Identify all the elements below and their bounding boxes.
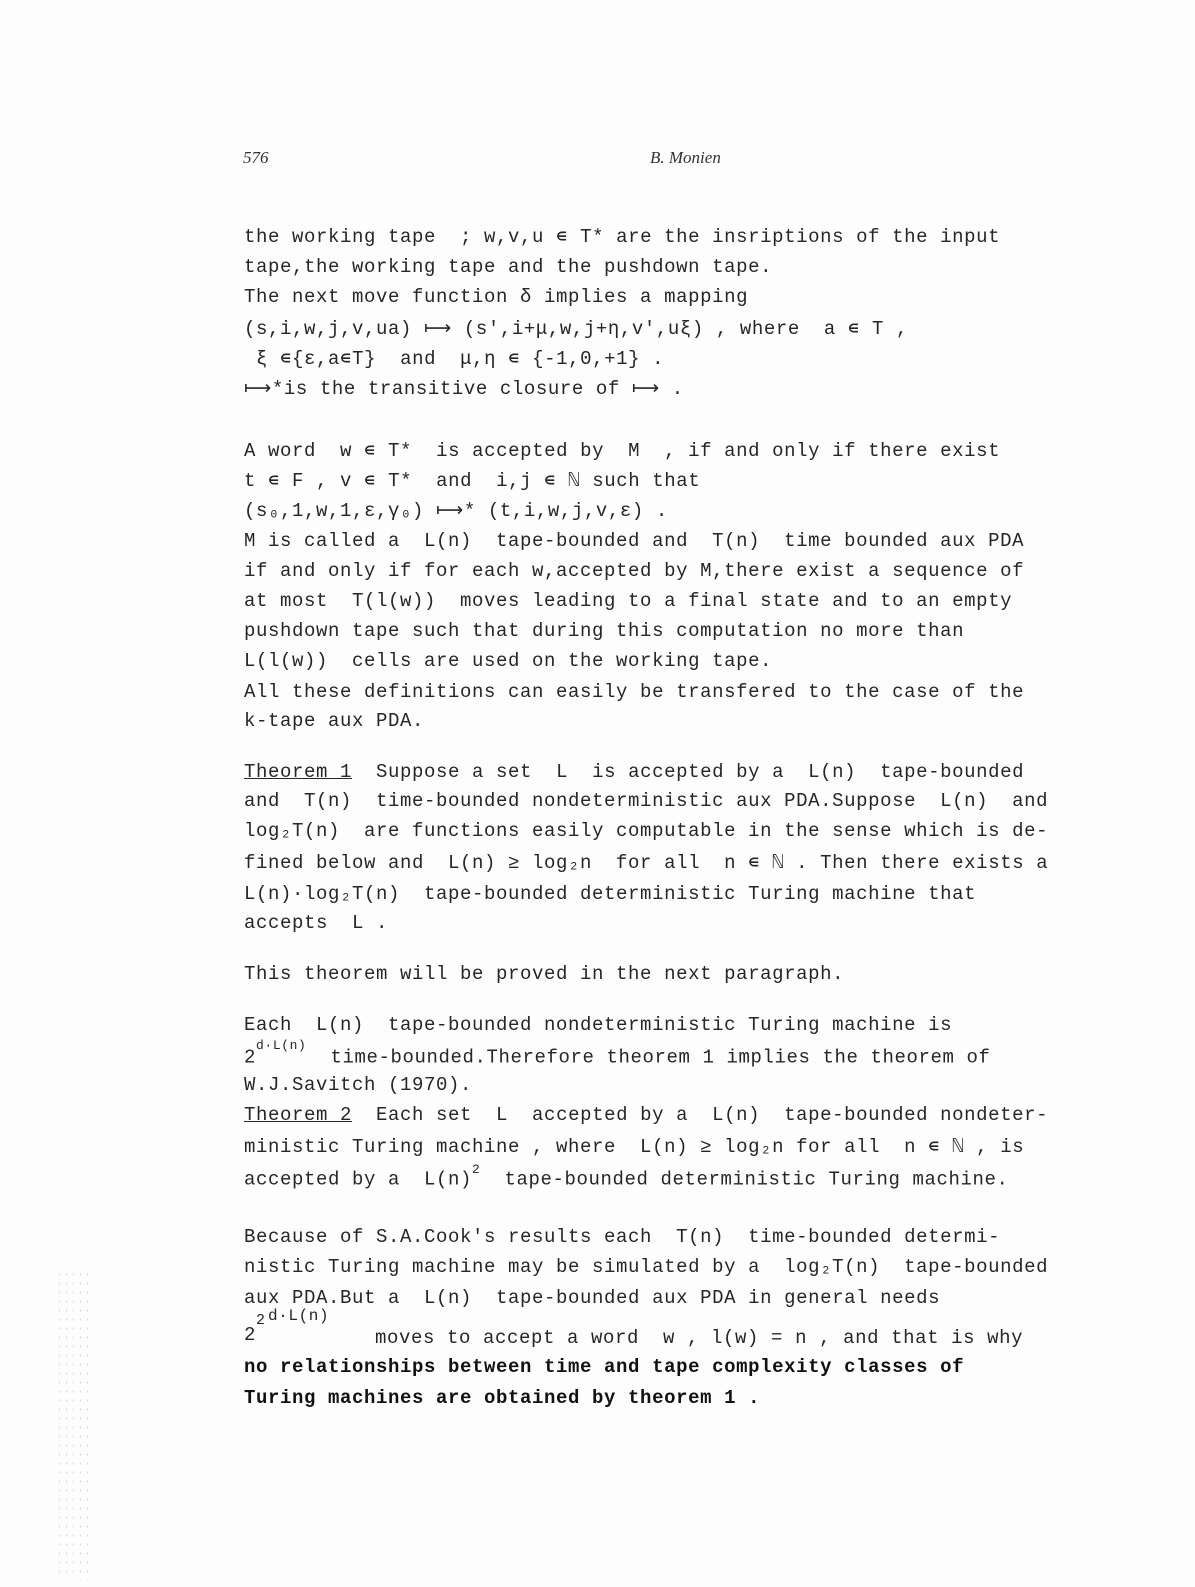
text-line: ministic Turing machine , where L(n) ≥ log₂n for all n ∊ ℕ , is [244,1136,1025,1158]
text-span: tape-bounded deterministic Turing machine. [480,1168,1009,1191]
scan-noise [56,1270,94,1580]
superscript: d·L(n) [268,1307,330,1325]
text-line: The next move function δ implies a mapping [244,286,749,308]
text-span: 2 [244,1324,257,1346]
superscript: 2 [256,1312,266,1329]
text-line: M is called a L(n) tape-bounded and T(n) time bounded aux PDA [244,530,1025,552]
text-span: Suppose a set L is accepted by a L(n) tape-bounded [352,761,1025,783]
theorem-2-line [244,1104,1048,1126]
theorem-2-label: Theorem 2 [244,1104,353,1126]
formula-line: (s₀,1,w,1,ε,γ₀) ⟼* (t,i,w,j,v,ε) . [244,500,668,522]
text-line: This theorem will be proved in the next paragraph. [244,963,845,985]
text-line: t ∊ F , v ∊ T* and i,j ∊ ℕ such that [244,470,701,492]
text-line: log₂T(n) are functions easily computable in the sense which is de- [244,820,1049,842]
superscript: d·L(n) [256,1038,307,1053]
text-line: Turing machines are obtained by theorem 1 . [244,1387,761,1409]
formula-line: (s,i,w,j,v,ua) ⟼ (s',i+μ,w,j+η,v',uξ) , where a ∊ T , [244,318,908,340]
text-line: ⟼*is the transitive closure of ⟼ . [244,378,684,400]
running-head-author: B. Monien [650,148,721,167]
text-line: if and only if for each w,accepted by M,there exist a sequence of [244,560,1025,582]
page-number: 576 [243,148,269,167]
text-line: accepts L . [244,912,389,934]
text-line: Each L(n) tape-bounded nondeterministic Turing machine is [244,1014,953,1036]
text-line: A word w ∊ T* is accepted by M , if and only if there exist [244,440,1001,462]
theorem-1-line [244,761,1024,783]
text-line: tape,the working tape and the pushdown tape. [244,256,773,278]
text-line: W.J.Savitch (1970). [244,1074,473,1096]
text-span: 2 [244,1046,257,1069]
text-line: Because of S.A.Cook's results each T(n) time-bounded determi- [244,1226,1001,1248]
text-line [244,1162,1009,1191]
text-line: aux PDA.But a L(n) tape-bounded aux PDA in general needs [244,1287,941,1309]
text-line: pushdown tape such that during this computation no more than [244,620,965,642]
text-line: All these definitions can easily be transfered to the case of the [244,681,1025,703]
text-line: the working tape ; w,v,u ∊ T* are the insriptions of the input [244,226,1001,248]
text-line: no relationships between time and tape complexity classes of [244,1356,965,1378]
text-line: and T(n) time-bounded nondeterministic aux PDA.Suppose L(n) and [244,790,1049,812]
text-line: L(l(w)) cells are used on the working tape. [244,650,773,672]
text-line: nistic Turing machine may be simulated by a log₂T(n) tape-bounded [244,1256,1049,1278]
text-line: moves to accept a word w , l(w) = n , and that is why [375,1327,1024,1349]
text-line: k-tape aux PDA. [244,710,425,732]
text-line [244,1038,991,1069]
text-line: at most T(l(w)) moves leading to a final state and to an empty [244,590,1013,612]
text-span: accepted by a L(n) [244,1168,473,1191]
text-span: time-bounded.Therefore theorem 1 implies the theorem of [306,1046,991,1069]
text-line: fined below and L(n) ≥ log₂n for all n ∊ ℕ . Then there exists a [244,852,1049,874]
formula-line: ξ ∊{ε,a∊T} and μ,η ∊ {-1,0,+1} . [244,348,665,370]
text-span: Each set L accepted by a L(n) tape-bounded nondeter- [352,1104,1049,1126]
superscript: 2 [472,1162,481,1177]
theorem-1-label: Theorem 1 [244,761,353,783]
text-line: L(n)·log₂T(n) tape-bounded deterministic Turing machine that [244,883,977,905]
